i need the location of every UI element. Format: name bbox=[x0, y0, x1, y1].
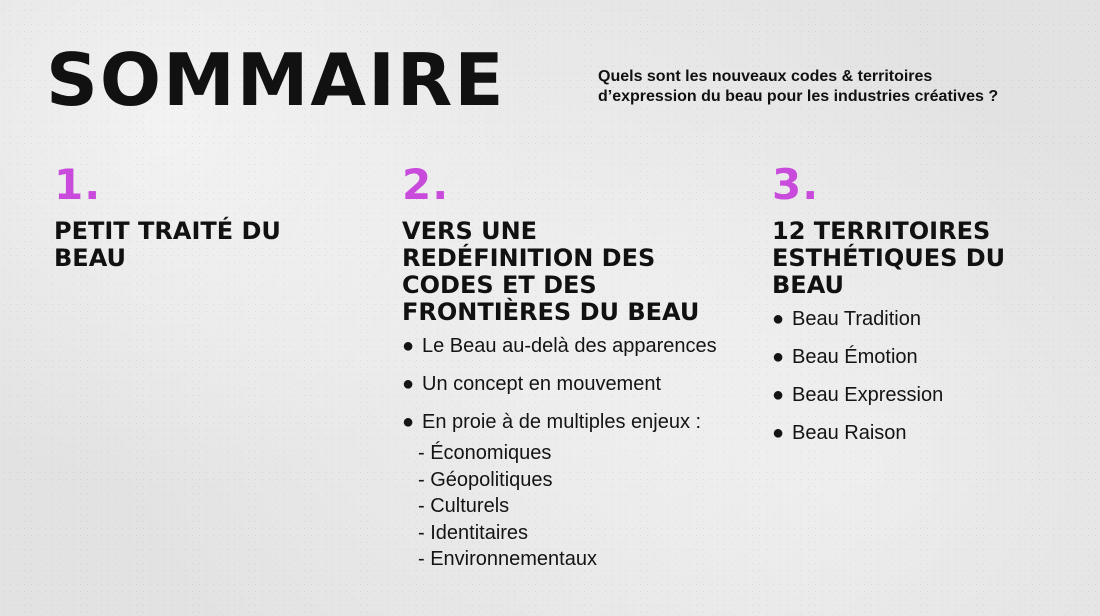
section-heading-line: BEAU bbox=[772, 271, 845, 299]
list-item bbox=[402, 372, 752, 396]
subtitle-line-2: d’expression du beau pour les industries créatives ? bbox=[598, 88, 999, 105]
section-heading-line: FRONTIÈRES DU BEAU bbox=[402, 298, 700, 326]
section-heading-line: ESTHÉTIQUES DU bbox=[772, 244, 1006, 272]
list-item-label: Beau Tradition bbox=[792, 308, 921, 330]
bullet-dot-icon: ● bbox=[772, 346, 785, 368]
section-heading bbox=[402, 218, 752, 326]
section-heading bbox=[54, 218, 354, 272]
list-item bbox=[772, 307, 1072, 331]
bullet-dot-icon: ● bbox=[402, 373, 415, 395]
list-item-label: En proie à de multiples enjeux : bbox=[422, 411, 702, 433]
sub-list-item: - Environnementaux bbox=[418, 548, 597, 570]
list-item-label: Beau Raison bbox=[792, 422, 907, 444]
bullet-dot-icon: ● bbox=[402, 411, 415, 433]
bullet-dot-icon: ● bbox=[402, 335, 415, 357]
section-number: 3. bbox=[772, 160, 820, 209]
subtitle bbox=[598, 67, 1068, 107]
list-item-label: Un concept en mouvement bbox=[422, 373, 662, 395]
bullet-dot-icon: ● bbox=[772, 422, 785, 444]
section-heading bbox=[772, 218, 1072, 299]
list-item bbox=[402, 410, 752, 573]
section-heading-line: CODES ET DES bbox=[402, 271, 597, 299]
list-item bbox=[772, 421, 1072, 445]
section-heading-line: 12 TERRITOIRES bbox=[772, 217, 991, 245]
sub-list-item: - Économiques bbox=[418, 442, 552, 464]
section-heading-line: PETIT TRAITÉ DU bbox=[54, 217, 281, 245]
bullet-list bbox=[402, 334, 752, 573]
list-item bbox=[772, 383, 1072, 407]
bullet-dot-icon: ● bbox=[772, 308, 785, 330]
list-item-label: Beau Émotion bbox=[792, 346, 918, 368]
list-item-label: Beau Expression bbox=[792, 384, 944, 406]
bullet-list bbox=[772, 307, 1072, 445]
sub-list-item: - Géopolitiques bbox=[418, 468, 553, 491]
list-item bbox=[772, 345, 1072, 369]
section-2 bbox=[402, 160, 752, 573]
section-3 bbox=[772, 160, 1072, 445]
section-heading-line: BEAU bbox=[54, 244, 127, 272]
sub-list-item: - Culturels bbox=[418, 495, 510, 517]
sub-list bbox=[418, 440, 752, 573]
section-1 bbox=[54, 160, 354, 272]
list-item bbox=[402, 334, 752, 358]
sub-list-item: - Identitaires bbox=[418, 521, 529, 544]
page-title: SOMMAIRE bbox=[46, 38, 506, 122]
bullet-dot-icon: ● bbox=[772, 384, 785, 406]
section-heading-line: REDÉFINITION DES bbox=[402, 244, 656, 272]
section-heading-line: VERS UNE bbox=[402, 217, 538, 245]
list-item-label: Le Beau au-delà des apparences bbox=[422, 335, 717, 357]
subtitle-line-1: Quels sont les nouveaux codes & territoires bbox=[598, 68, 933, 85]
section-number: 2. bbox=[402, 160, 450, 209]
section-number: 1. bbox=[54, 160, 102, 209]
